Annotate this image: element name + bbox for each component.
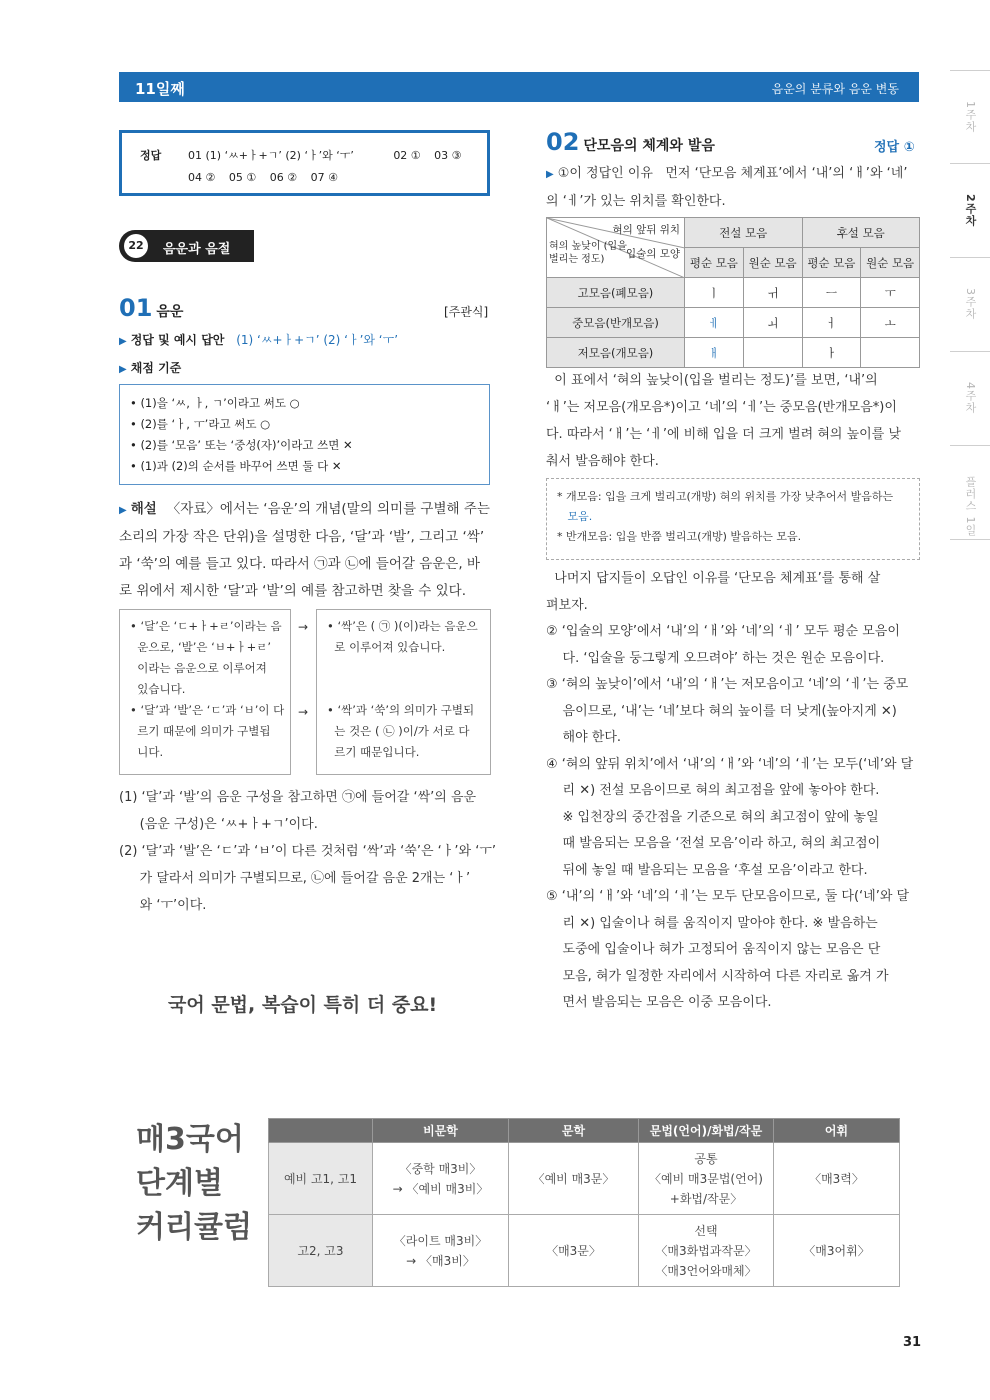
criteria-item: • (2)를 ‘모음’ 또는 ‘중성(자)’이라고 쓰면 ✕ <box>130 438 353 452</box>
front-vowel-header: 전설 모음 <box>685 218 803 248</box>
example-box-left: • ‘달’은 ‘ㄷ+ㅏ+ㄹ’이라는 음 운으로, ‘발’은 ‘ㅂ+ㅏ+ㄹ’ 이라는 음운으로 이루어져 있습니다. • ‘달’과 ‘발’은 ‘ㄷ’과 ‘ㅂ’이 다 르기 때문에 의미가 구별됩 니다. <box>119 609 291 775</box>
q2-answer: 정답 ① <box>874 140 915 155</box>
arrow-icon: → <box>298 705 309 719</box>
q1-type: [주관식] <box>444 305 489 319</box>
tab-week-3[interactable]: 3주차 <box>950 258 990 352</box>
table-corner-cell: 혀의 앞뒤 위치 입술의 모양 혀의 높낮이 (입을 벌리는 정도) <box>547 218 685 278</box>
slogan: 국어 문법, 복습이 특히 더 중요! <box>168 994 438 1016</box>
criteria-item: • (2)를 ‘ㅏ, ㅜ’라고 써도 ○ <box>130 417 271 431</box>
tab-plus-1[interactable]: 플러스 1일 <box>950 446 990 540</box>
answer-row-2: 04 ② 05 ① 06 ② 07 ④ <box>188 171 338 184</box>
q2-reason: ▶ ①이 정답인 이유 먼저 ‘단모음 체계표’에서 ‘내’의 ‘ㅐ’와 ‘네’ 의 ‘ㅔ’가 있는 위치를 확인한다. <box>546 166 908 209</box>
page-number: 31 <box>903 1335 922 1350</box>
table-row: 예비 고1, 고1 〈중학 매3비〉 → 〈예비 매3비〉 〈예비 매3문〉 공통 〈예비 매3문법(언어) +화법/작문〉 〈매3력〉 <box>269 1143 900 1215</box>
q1-solution: (1) ‘달’과 ‘발’의 음운 구성을 참고하면 ㉠에 들어갈 ‘싹’의 음운 (음운 구성)은 ‘ㅆ+ㅏ+ㄱ’이다. (2) ‘달’과 ‘발’은 ‘ㄷ’과 ‘ㅂ’이 다른 것처럼 ‘싹’과 ‘쑥’은 ‘ㅏ’와 ‘ㅜ’ 가 달라서 의미가 구별되므로, ㉡에 들어갈 음운 2개는 ‘ㅏ’ 와 ‘ㅜ’이다. <box>119 790 497 913</box>
tab-week-1[interactable]: 1주차 <box>950 70 990 164</box>
chapter-header <box>119 72 919 102</box>
table-row: 고2, 고3 〈라이트 매3비〉 → 〈매3비〉 〈매3문〉 선택 〈매3화법과작문〉 〈매3언어와매체〉 〈매3어휘〉 <box>269 1215 900 1287</box>
triangle-icon: ▶ <box>546 169 554 180</box>
q1-explanation: ▶ 해설 〈자료〉에서는 ‘음운’의 개념(말의 의미를 구별해 주는 소리의 가장 작은 단위)을 설명한 다음, ‘달’과 ‘발’, 그리고 ‘싹’ 과 ‘쑥’의 예를 들고 있다. 따라서 ㉠과 ㉡에 들어갈 음운은, 바 로 위에서 제시한 ‘달’과 ‘발’의 예를 참고하면 찾을 수 있다. <box>119 501 490 599</box>
day-label: 11일째 <box>135 80 185 98</box>
triangle-icon: ▶ <box>119 505 127 516</box>
answer-row-1: 01 (1) ‘ㅆ+ㅏ+ㄱ’ (2) ‘ㅏ’와 ‘ㅜ’ 02 ① 03 ③ <box>188 149 462 162</box>
criteria-item: • (1)과 (2)의 순서를 바꾸어 쓰면 둘 다 ✕ <box>130 459 342 473</box>
term-note-box: * 개모음: 입을 크게 벌리고(개방) 혀의 위치를 가장 낮추어서 발음하는 모음. * 반개모음: 입을 반쯤 벌리고(개방) 발음하는 모음. <box>546 478 920 560</box>
example-box-right: • ‘싹’은 ( ㉠ )(이)라는 음운으 로 이루어져 있습니다. • ‘싹’과 ‘쑥’의 의미가 구별되 는 것은 ( ㉡ )이/가 서로 다 르기 때문입니다. <box>316 609 491 775</box>
answer-key-box <box>119 130 490 196</box>
section-badge <box>119 230 254 262</box>
q1-criteria-label: ▶ 채점 기준 <box>119 361 182 375</box>
tab-week-2[interactable]: 2주차 <box>950 164 990 258</box>
q1-answer: ▶ 정답 및 예시 답안 (1) ‘ㅆ+ㅏ+ㄱ’ (2) ‘ㅏ’와 ‘ㅜ’ <box>119 333 399 347</box>
q2-body: 이 표에서 ‘혀의 높낮이(입을 벌리는 정도)’를 보면, ‘내’의 ‘ㅐ’는 저모음(개모음*)이고 ‘네’의 ‘ㅔ’는 중모음(반개모음*)이 다. 따라서 ‘ㅐ’는 ‘ㅔ’에 비해 입을 더 크게 벌려 혀의 높이를 낮 춰서 발음해야 한다. <box>546 373 901 469</box>
section-number: 22 <box>124 234 148 258</box>
curriculum-title: 매3국어 단계별 커리큘럼 <box>136 1122 252 1245</box>
q2-rest: 나머지 답지들이 오답인 이유를 ‘단모음 체계표’를 통해 살 펴보자. ② ‘입술의 모양’에서 ‘내’의 ‘ㅐ’와 ‘네’의 ‘ㅔ’ 모두 평순 모음이 다. ‘입술을 둥그렇게 오므려야’ 하는 것은 원순 모음이다. ③ ‘혀의 높낮이’에서 ‘내’의 ‘ㅐ’는 저모음이고 ‘네’의 ‘ㅔ’는 중모 음이므로, ‘내’는 ‘네’보다 혀의 높이를 더 낮게(높아지게 ✕) 해야 한다. ④ ‘혀의 앞뒤 위치’에서 ‘내’의 ‘ㅐ’와 ‘네’의 ‘ㅔ’는 모두(‘네’와 달 리 ✕) 전설 모음이므로 혀의 최고점을 앞에 놓아야 한다. ※ 입천장의 중간점을 기준으로 혀의 최고점이 앞에 놓일 때 발음되는 모음을 ‘전설 모음’이라 하고, 혀의 최고점이 뒤에 놓일 때 발음되는 모음을 ‘후설 모음’이라고 한다. ⑤ ‘내’의 ‘ㅐ’와 ‘네’의 ‘ㅔ’는 모두 단모음이므로, 둘 다(‘네’와 달 리 ✕) 입술이나 혀를 움직이지 말아야 한다. ※ 발음하는 도중에 입술이나 혀가 고정되어 움직이지 않는 모음은 단 모음, 혀가 일정한 자리에서 시작하여 다른 자리로 옮겨 가 면서 발음되는 모음은 이중 모음이다. <box>546 571 914 1010</box>
criteria-item: • (1)을 ‘ㅆ, ㅏ, ㄱ’이라고 써도 ○ <box>130 396 300 410</box>
table-row: 저모음(개모음) ㅐ ㅏ <box>547 338 920 368</box>
tab-week-4[interactable]: 4주차 <box>950 352 990 446</box>
chapter-topic: 음운의 분류와 음운 변동 <box>771 82 899 96</box>
q2-title: 02 단모음의 체계와 발음 <box>546 128 715 156</box>
grading-criteria-box <box>119 384 490 485</box>
arrow-icon: → <box>298 620 309 634</box>
curriculum-table: 비문학 문학 문법(언어)/화법/작문 어휘 예비 고1, 고1 〈중학 매3비〉 → 〈예비 매3비〉 〈예비 매3문〉 공통 〈예비 매3문법(언어) +화법/작문〉 〈매3력〉 고2, 고3 〈라이트 매3비〉 → 〈매3비〉 〈매3문〉 선택 〈매3화법과작문〉 〈매3언어와매체〉 〈매3어휘〉 <box>268 1118 900 1287</box>
back-vowel-header: 후설 모음 <box>802 218 920 248</box>
vowel-chart-table: 혀의 앞뒤 위치 입술의 모양 혀의 높낮이 (입을 벌리는 정도) 전설 모음 후설 모음 평순 모음 원순 모음 평순 모음 원순 모음 고모음(폐모음) ㅣ ㅟ ㅡ ㅜ 중모음(반개모음) ㅔ ㅚ ㅓ ㅗ 저모음(개모음) ㅐ ㅏ <box>546 217 920 368</box>
table-row: 고모음(폐모음) ㅣ ㅟ ㅡ ㅜ <box>547 278 920 308</box>
week-tabs <box>950 70 990 540</box>
triangle-icon: ▶ <box>119 364 127 375</box>
answer-key-label: 정답 <box>140 149 162 162</box>
triangle-icon: ▶ <box>119 336 127 347</box>
section-title: 음운과 음절 <box>163 242 231 257</box>
table-row: 중모음(반개모음) ㅔ ㅚ ㅓ ㅗ <box>547 308 920 338</box>
q1-title: 01 음운 <box>119 294 184 322</box>
